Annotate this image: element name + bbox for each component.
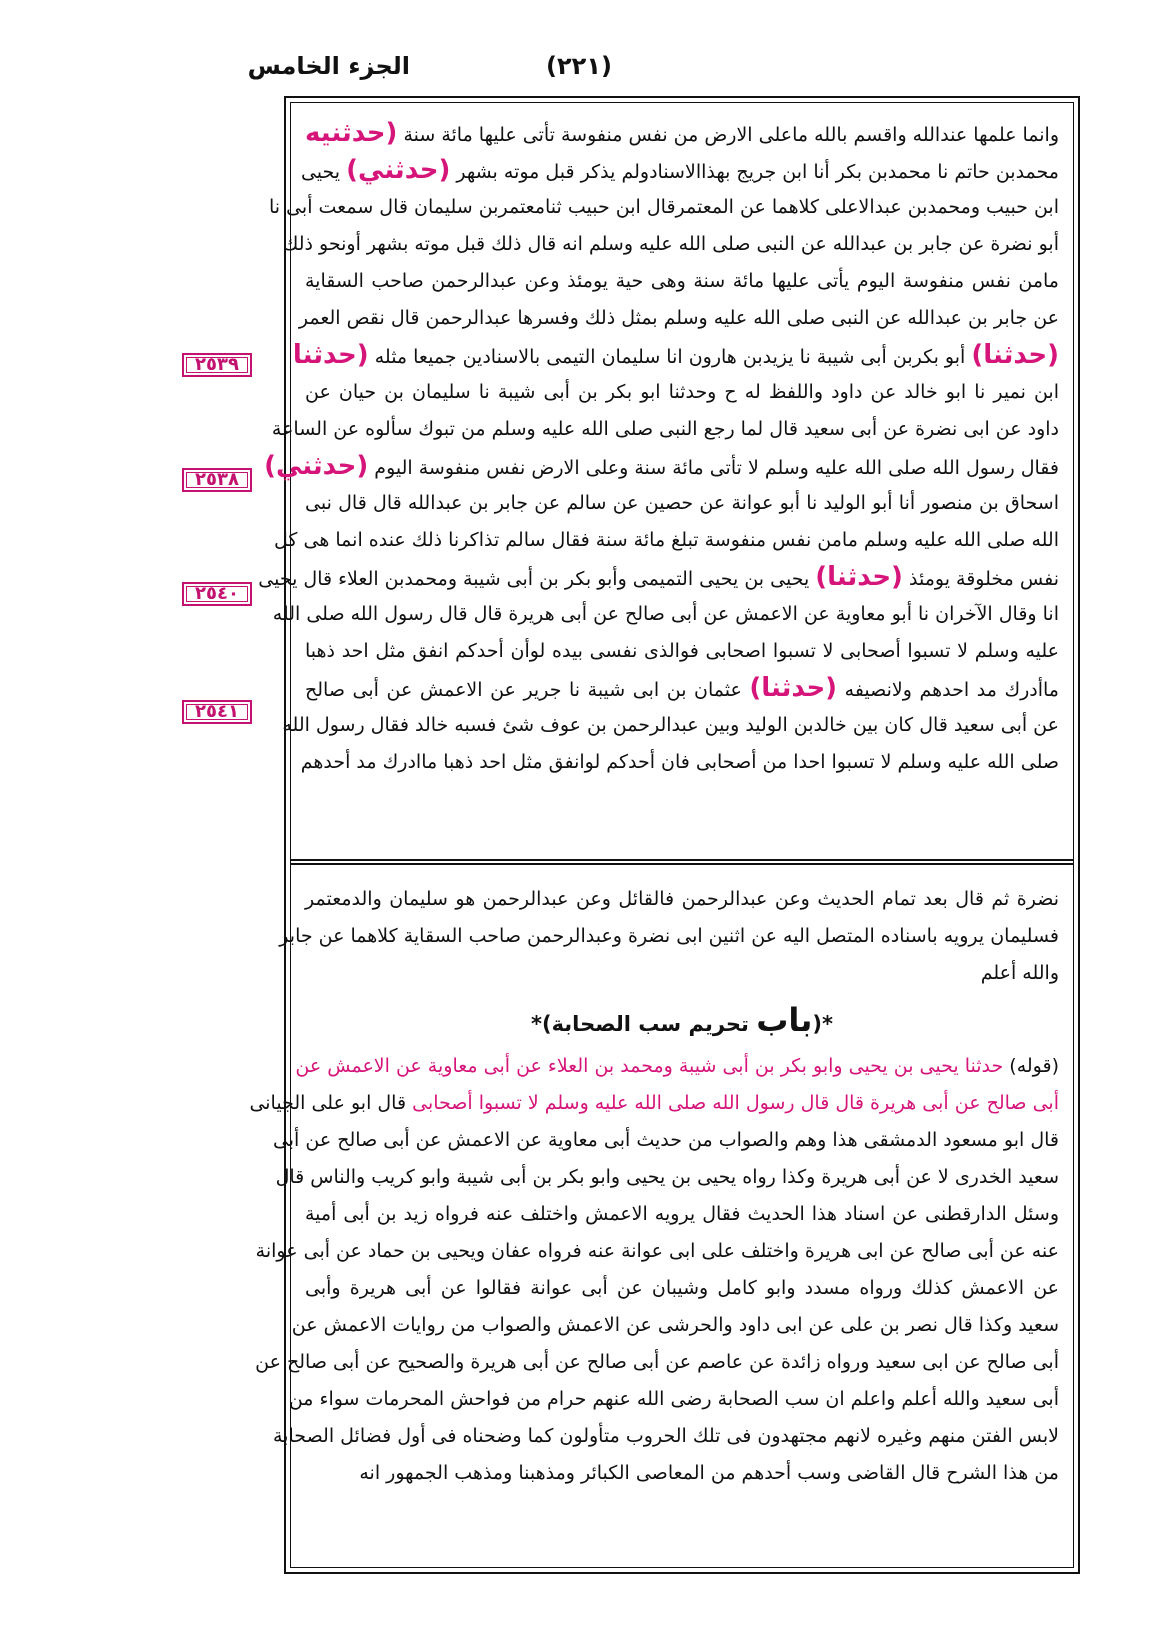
text-segment: لابس الفتن منهم وغيره لانهم مجتهدون فى تلك الحروب متأولون كما وضحناه فى أول فضائل الصحابة bbox=[273, 1425, 1059, 1447]
text-line bbox=[274, 522, 1059, 559]
text-segment: والله أعلم bbox=[980, 962, 1059, 984]
text-segment: أبو نضرة عن جابر بن عبدالله عن النبى صلى الله عليه وسلم انه قال ذلك قبل موته بشهر أونحو ذلك bbox=[282, 233, 1059, 255]
hadith-marker: (حدثنيه bbox=[305, 118, 398, 148]
commentary-text bbox=[249, 881, 1059, 1492]
text-line bbox=[295, 1048, 1059, 1085]
text-segment: مامن نفس منفوسة اليوم يأتى عليها مائة سنة وهى حية يومئذ وعن عبدالرحمن صاحب السقاية bbox=[305, 270, 1059, 292]
section-divider bbox=[291, 863, 1073, 869]
text-line bbox=[288, 1381, 1059, 1418]
commentary-section bbox=[249, 871, 1073, 1567]
text-line bbox=[264, 448, 1059, 485]
text-line bbox=[305, 115, 1059, 152]
text-segment: ابن حبيب ومحمدبن عبدالاعلى كلاهما عن المعتمرقال ابن حبيب ثنامعتمربن سليمان قال سمعت أبى نا bbox=[268, 196, 1059, 218]
bab-paren-open: ( bbox=[812, 1012, 823, 1036]
text-segment: سعيد الخدرى لا عن أبى هريرة وكذا رواه يحيى بن يحيى وابو بكر بن أبى شيبة وابو كريب والناس قال bbox=[275, 1166, 1059, 1188]
text-segment: قال ابو مسعود الدمشقى هذا وهم والصواب من حديث أبى معاوية عن الاعمش عن أبى صالح عن أبى bbox=[272, 1129, 1059, 1151]
text-segment: وانما علمها عندالله واقسم بالله ماعلى الارض من نفس منفوسة تأتى عليها مائة سنة bbox=[397, 124, 1059, 146]
text-line bbox=[305, 955, 1059, 992]
text-line bbox=[268, 189, 1059, 226]
text-line bbox=[298, 300, 1059, 337]
bab-star-end: * bbox=[530, 1012, 542, 1036]
text-line bbox=[291, 1307, 1059, 1344]
text-segment: عليه وسلم لا تسبوا أصحابى لا تسبوا اصحابى فوالذى نفسى بيده لوأن أحدكم انفق مثل احد ذهبا bbox=[305, 640, 1059, 662]
text-segment: داود عن ابى نضرة عن أبى سعيد قال لما رجع النبى صلى الله عليه وسلم من تبوك سألوه عن الساعة bbox=[271, 418, 1059, 440]
text-segment: أبى صالح عن أبى هريرة قال قال رسول الله صلى الله عليه وسلم لا تسبوا أصحابى bbox=[412, 1092, 1059, 1114]
text-line bbox=[305, 1196, 1059, 1233]
bab-star: * bbox=[822, 1012, 834, 1036]
text-line bbox=[255, 1344, 1059, 1381]
text-line bbox=[258, 559, 1059, 596]
text-segment: اسحاق بن منصور أنا أبو الوليد نا أبو عوانة عن حصين عن سالم عن جابر بن عبدالله قال قال نبى bbox=[305, 492, 1059, 514]
text-line bbox=[272, 1122, 1059, 1159]
bab-title: تحريم سب الصحابة bbox=[551, 1012, 749, 1036]
text-line bbox=[305, 670, 1059, 707]
text-segment: صلى الله عليه وسلم لا تسبوا احدا من أصحابى فان أحدكم لوانفق مثل احد ذهبا ماادرك مد أحدهم bbox=[300, 751, 1059, 773]
text-segment: عن أبى سعيد قال كان بين خالدبن الوليد وبين عبدالرحمن بن عوف شئ فسبه خالد فقال رسول الله bbox=[282, 714, 1059, 736]
text-segment: سعيد وكذا قال نصر بن على عن ابى داود والحرشى عن الاعمش والصواب من روايات الاعمش عن bbox=[291, 1314, 1059, 1336]
text-line bbox=[292, 337, 1059, 374]
text-segment: الله صلى الله عليه وسلم مامن نفس منفوسة تبلغ مائة سنة فقال سالم تذاكرنا ذلك عنده انما هى كل bbox=[274, 529, 1059, 551]
hadith-number: ٢٥٣٨ bbox=[182, 468, 252, 492]
hadith-number: ٢٥٤١ bbox=[182, 700, 252, 724]
text-line bbox=[305, 881, 1059, 918]
text-segment: نفس مخلوقة يومئذ bbox=[902, 568, 1059, 590]
text-segment: ابن نمير نا ابو خالد عن داود واللفظ له ح وحدثنا ابو بكر بن أبى شيبة نا سليمان بن حيان عن bbox=[305, 381, 1059, 403]
text-line bbox=[282, 707, 1059, 744]
page-number: (٢٢١) bbox=[546, 52, 612, 80]
text-segment: عنه عن أبى صالح عن ابى هريرة واختلف على ابى عوانة عنه فرواه عفان ويحيى بن حماد عن أبى عوانة bbox=[255, 1240, 1059, 1262]
text-line bbox=[273, 1418, 1059, 1455]
text-line bbox=[249, 1085, 1059, 1122]
text-line bbox=[305, 633, 1059, 670]
text-segment: أبى سعيد والله أعلم واعلم ان سب الصحابة رضى الله عنهم حرام من فواحش المحرمات سواء من bbox=[288, 1388, 1059, 1410]
text-line bbox=[305, 374, 1059, 411]
hadith-marker: (حدثني) bbox=[346, 155, 451, 185]
text-segment: انا وقال الآخران نا أبو معاوية عن الاعمش عن أبى صالح عن أبى هريرة قال قال رسول الله صلى الله bbox=[272, 603, 1059, 625]
text-segment: من هذا الشرح قال القاضى وسب أحدهم من المعاصى الكبائر ومذهبنا ومذهب الجمهور انه bbox=[359, 1462, 1059, 1484]
text-segment: قال ابو على الجيانى bbox=[249, 1092, 413, 1114]
hadith-marker: (حدثنا) bbox=[749, 673, 838, 703]
text-segment: وسئل الدارقطنى عن اسناد هذا الحديث فقال يرويه الاعمش واختلف عنه فرواه زيد بن أبى أمية bbox=[305, 1203, 1059, 1225]
text-segment: فسليمان يرويه باسناده المتصل اليه عن اثنين ابى نضرة وعبدالرحمن صاحب السقاية كلاهما عن جابر bbox=[279, 925, 1059, 947]
bab-paren-close: ) bbox=[541, 1012, 552, 1036]
text-segment: ماأدرك مد احدهم ولانصيفه bbox=[837, 679, 1059, 701]
page-frame bbox=[249, 96, 1080, 1574]
text-line bbox=[305, 1270, 1059, 1307]
bab-word: باب bbox=[756, 1001, 813, 1039]
commentary-intro bbox=[279, 881, 1059, 992]
text-line bbox=[255, 1233, 1059, 1270]
commentary-body bbox=[249, 1048, 1059, 1492]
text-line bbox=[300, 152, 1059, 189]
text-line bbox=[300, 744, 1059, 781]
text-segment: عن جابر بن عبدالله عن النبى صلى الله عليه وسلم بمثل ذلك وفسرها عبدالرحمن قال نقص العمر bbox=[298, 307, 1059, 329]
text-line bbox=[305, 485, 1059, 522]
text-line bbox=[275, 1159, 1059, 1196]
text-segment: أبى صالح عن ابى سعيد ورواه زائدة عن عاصم عن أبى صالح عن أبى هريرة والصحيح عن أبى صالح عن bbox=[255, 1351, 1059, 1373]
hadith-number: ٢٥٣٩ bbox=[182, 353, 252, 377]
text-line bbox=[271, 411, 1059, 448]
frame-inner bbox=[249, 102, 1074, 1568]
text-segment: حدثنا يحيى بن يحيى وابو بكر بن أبى شيبة ومحمد بن العلاء عن أبى معاوية عن الاعمش عن bbox=[295, 1055, 1010, 1077]
hadith-marker: (حدثنا) bbox=[971, 340, 1059, 370]
hadith-number: ٢٥٤٠ bbox=[182, 582, 252, 606]
text-segment: نضرة ثم قال بعد تمام الحديث وعن عبدالرحمن فالقائل وعن عبدالرحمن هو سليمان والدمعتمر bbox=[305, 888, 1059, 910]
text-line bbox=[282, 226, 1059, 263]
text-segment: يحيى بن يحيى التميمى وأبو بكر بن أبى شيبة ومحمدبن العلاء قال يحيى bbox=[258, 568, 816, 590]
text-segment: فقال رسول الله صلى الله عليه وسلم لا تأتى مائة سنة وعلى الارض نفس منفوسة اليوم bbox=[368, 457, 1059, 479]
text-segment: (قوله) bbox=[1009, 1055, 1059, 1077]
hadith-marker: (حدثنا bbox=[292, 340, 369, 370]
text-segment: أبو بكربن أبى شيبة نا يزيدبن هارون انا سليمان التيمى بالاسنادين جميعا مثله bbox=[368, 346, 972, 368]
hadith-marker: (حدثني) bbox=[264, 451, 369, 481]
text-line bbox=[272, 596, 1059, 633]
text-line bbox=[305, 263, 1059, 300]
text-line bbox=[305, 1455, 1059, 1492]
hadith-text bbox=[258, 115, 1059, 781]
text-segment: يحيى bbox=[300, 161, 347, 183]
bab-heading bbox=[305, 992, 1059, 1048]
hadith-text-section bbox=[258, 103, 1073, 861]
text-segment: عثمان بن ابى شيبة نا جرير عن الاعمش عن أبى صالح bbox=[305, 679, 750, 701]
text-line bbox=[279, 918, 1059, 955]
text-segment: عن الاعمش كذلك ورواه مسدد وابو كامل وشيبان عن أبى عوانة فقالوا عن أبى هريرة وأبى bbox=[305, 1277, 1059, 1299]
text-segment: محمدبن حاتم نا محمدبن بكر أنا ابن جريج بهذاالاسنادولم يذكر قبل موته بشهر bbox=[450, 161, 1059, 183]
part-title: الجزء الخامس bbox=[247, 52, 410, 80]
hadith-marker: (حدثنا) bbox=[815, 562, 903, 592]
